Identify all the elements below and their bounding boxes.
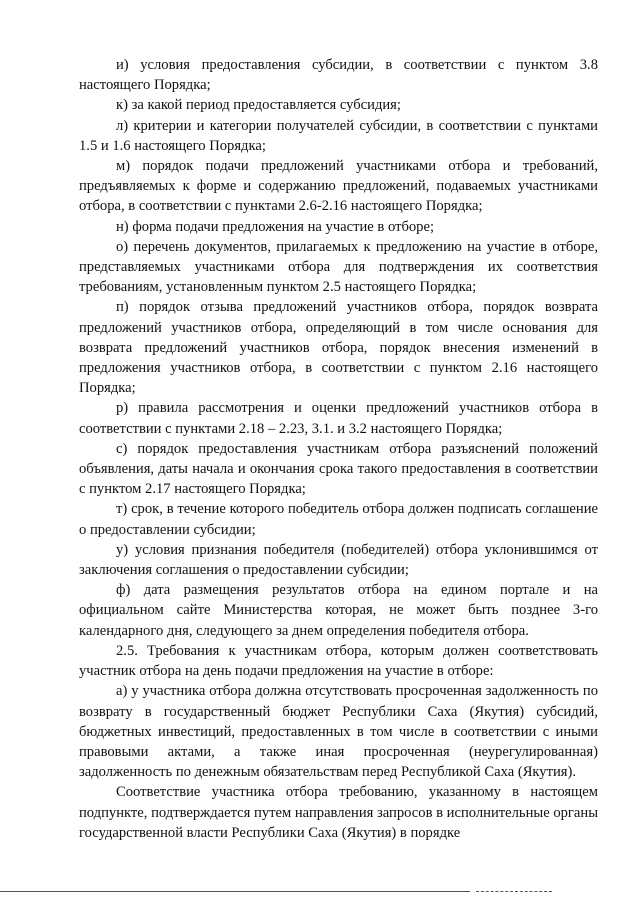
- paragraph-item-l: л) критерии и категории получателей субсидии, в соответствии с пунктами 1.5 и 1.6 настоящего Порядка;: [79, 117, 598, 154]
- paragraph-item-r: р) правила рассмотрения и оценки предложений участников отбора в соответствии с пунктами 2.18 – 2.23, 3.1. и 3.2 настоящего Порядка;: [79, 400, 598, 437]
- paragraph-item-t: т) срок, в течение которого победитель отбора должен подписать соглашение о предоставлении субсидии;: [79, 501, 598, 538]
- paragraph-item-k: к) за какой период предоставляется субсидия;: [116, 97, 401, 114]
- paragraph-item-m: м) порядок подачи предложений участниками отбора и требований, предъявляемых к форме и содержанию предложений, подаваемых участниками отбора, в соответствии с пунктами 2.6-2.16 настоящего Порядка;: [79, 158, 598, 215]
- bottom-rule-dashed: [476, 891, 552, 892]
- paragraph-item-p: п) порядок отзыва предложений участников отбора, порядок возврата предложений участников отбора, определяющий в том числе основания для возврата предложений участников отбора, порядок внесения изменений в предложения участников отбора, в соответствии с пунктом 2.16 настоящего Порядка;: [79, 299, 598, 397]
- paragraph-item-f: ф) дата размещения результатов отбора на едином портале и на официальном сайте Министерства которая, не может быть позднее 3-го календарного дня, следующего за днем определения победителя отбора.: [79, 582, 598, 639]
- paragraph-item-o: о) перечень документов, прилагаемых к предложению на участие в отборе, представляемых участниками отбора для подтверждения их соответствия требованиям, установленным пунктом 2.5 настоящего Порядка;: [79, 238, 598, 296]
- document-page: [79, 55, 598, 843]
- paragraph-compliance: Соответствие участника отбора требованию, указанному в настоящем подпункте, подтверждается путем направления запросов в исполнительные органы государственной власти Республики Саха (Якутия) в порядке: [79, 784, 598, 841]
- paragraph-item-a: а) у участника отбора должна отсутствовать просроченная задолженность по возврату в государственный бюджет Республики Саха (Якутия) субсидий, бюджетных инвестиций, предоставленных в том числе в соответствии с иными правовыми актами, а также иная просроченная (неурегулированная) задолженность по денежным обязательствам перед Республикой Саха (Якутия).: [79, 683, 598, 781]
- paragraph-item-n: н) форма подачи предложения на участие в отборе;: [116, 218, 435, 235]
- paragraph-item-u: у) условия признания победителя (победителей) отбора уклонившимся от заключения соглашения о предоставлении субсидии;: [79, 541, 598, 579]
- paragraph-item-s: с) порядок предоставления участникам отбора разъяснений положений объявления, даты начала и окончания срока такого предоставления в соответствии с пунктом 2.17 настоящего Порядка;: [79, 440, 598, 498]
- section-2-5-heading: 2.5. Требования к участникам отбора, которым должен соответствовать участник отбора на день подачи предложения на участие в отборе:: [79, 642, 598, 680]
- paragraph-item-i: и) условия предоставления субсидии, в соответствии с пунктом 3.8 настоящего Порядка;: [79, 57, 598, 94]
- bottom-rule: [0, 891, 470, 892]
